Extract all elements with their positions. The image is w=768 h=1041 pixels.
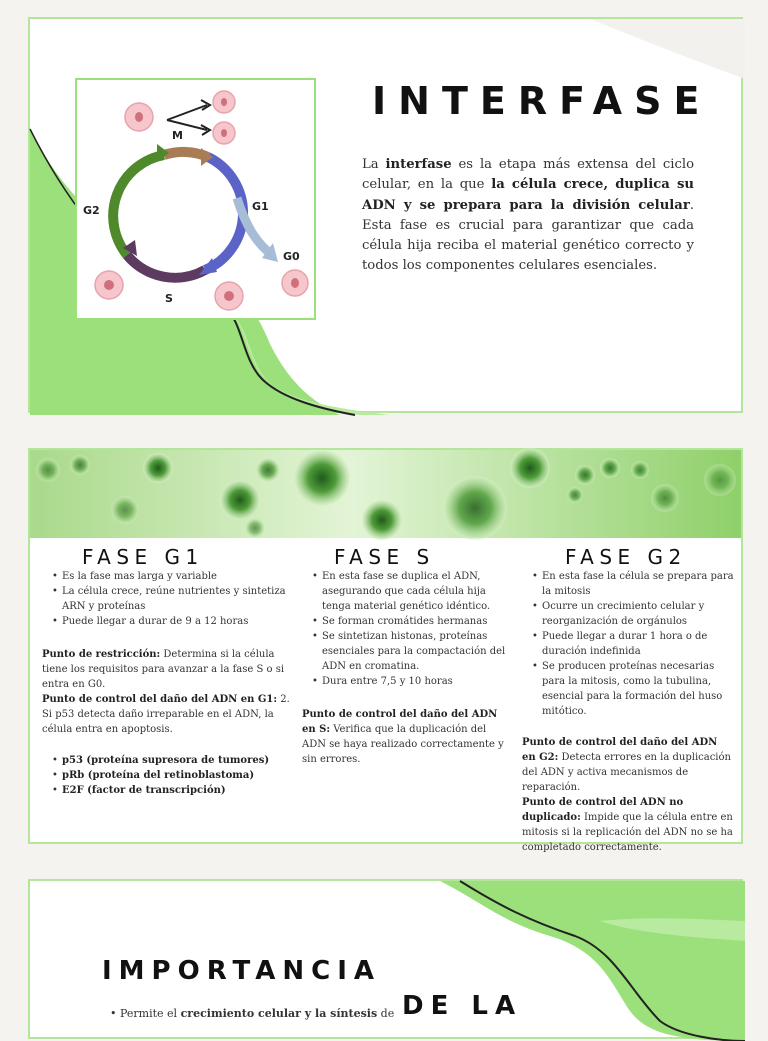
division-arrow xyxy=(167,105,207,130)
phase-g2-column xyxy=(522,545,734,855)
list-item: • Permite el crecimiento celular y la síntesis de xyxy=(110,1007,394,1020)
list-item: • En esta fase se duplica el ADN, asegurando que cada célula hija tenga material genético idéntico. xyxy=(312,569,512,614)
list-item: • Puede llegar a durar de 9 a 12 horas xyxy=(52,614,294,629)
interfase-intro: La interfase es la etapa más extensa del ciclo celular, en la que la célula crece, duplica su ADN y se prepara para la división celular. Esta fase es crucial para garantizar que cada célula hija reciba el material genético correcto y todos los componentes celulares esenciales. xyxy=(362,157,695,274)
phase-s-arc xyxy=(127,255,205,278)
cell-image xyxy=(213,122,235,144)
interfase-title: INTERFASE xyxy=(372,79,712,123)
cell-image xyxy=(215,282,243,310)
cells-banner-image xyxy=(30,450,741,538)
list-item: • En esta fase la célula se prepara para la mitosis xyxy=(532,569,734,599)
list-item: • Es la fase mas larga y variable xyxy=(52,569,294,584)
label-s: S xyxy=(165,292,173,305)
list-item: • Dura entre 7,5 y 10 horas xyxy=(312,674,512,689)
list-item: • E2F (factor de transcripción) xyxy=(52,783,294,798)
phase-g1-title: FASE G1 xyxy=(82,545,204,569)
importancia-title: IMPORTANCIA xyxy=(102,956,382,986)
phase-g2-title: FASE G2 xyxy=(565,545,687,569)
g2-nonduplicated-checkpoint-text: Punto de control del ADN no duplicado: Impide que la célula entre en mitosis si la replicación del ADN no se ha completado correctamente. xyxy=(522,797,733,853)
phases-card xyxy=(28,448,743,853)
cell-cycle-diagram xyxy=(75,78,316,320)
cell-image xyxy=(213,91,235,113)
phase-s-title: FASE S xyxy=(334,545,435,569)
phase-g2-arc xyxy=(113,155,164,255)
phase-g1-bullets xyxy=(52,569,294,629)
interfase-card xyxy=(28,17,743,413)
label-g0: G0 xyxy=(283,250,300,263)
list-item: • pRb (proteína del retinoblastoma) xyxy=(52,768,294,783)
list-item: • Puede llegar a durar 1 hora o de duración indefinida xyxy=(532,629,734,659)
list-item: • Se sintetizan histonas, proteínas esenciales para la compactación del ADN en cromatina. xyxy=(312,629,512,674)
list-item: • Se forman cromátides hermanas xyxy=(312,614,512,629)
g1-damage-checkpoint-text: Punto de control del daño del ADN en G1: 2. Si p53 detecta daño irreparable en el ADN, la célula entra en apoptosis. xyxy=(42,694,290,735)
cell-image xyxy=(95,271,123,299)
phase-g1-column xyxy=(42,545,294,798)
phase-g2-bullets xyxy=(532,569,734,719)
cell-image xyxy=(282,270,308,296)
list-item: • Se producen proteínas necesarias para la mitosis, como la tubulina, esencial para la formación del huso mitótico. xyxy=(532,659,734,719)
label-g2: G2 xyxy=(83,204,100,217)
label-m: M xyxy=(172,129,183,142)
label-g1: G1 xyxy=(252,200,269,213)
importancia-title-continued: DE LA xyxy=(402,991,523,1021)
list-item: • La célula crece, reúne nutrientes y sintetiza ARN y proteínas xyxy=(52,584,294,614)
list-item: • p53 (proteína supresora de tumores) xyxy=(52,753,294,768)
g1-proteins-list xyxy=(52,753,294,798)
s-checkpoint-text: Punto de control del daño del ADN en S: Verifica que la duplicación del ADN se haya realizado correctamente y sin errores. xyxy=(302,709,504,765)
g2-damage-checkpoint-text: Punto de control del daño del ADN en G2: Detecta errores en la duplicación del ADN y activa mecanismos de reparación. xyxy=(522,737,731,793)
phase-s-bullets xyxy=(312,569,512,689)
cell-image xyxy=(125,103,153,131)
list-item: • Ocurre un crecimiento celular y reorganización de orgánulos xyxy=(532,599,734,629)
restriction-point-text: Punto de restricción: Determina si la célula tiene los requisitos para avanzar a la fase S o si entra en G0. xyxy=(42,649,285,690)
phase-g1-arc xyxy=(205,157,243,270)
phase-s-column xyxy=(302,545,512,767)
importancia-card xyxy=(28,879,743,1039)
